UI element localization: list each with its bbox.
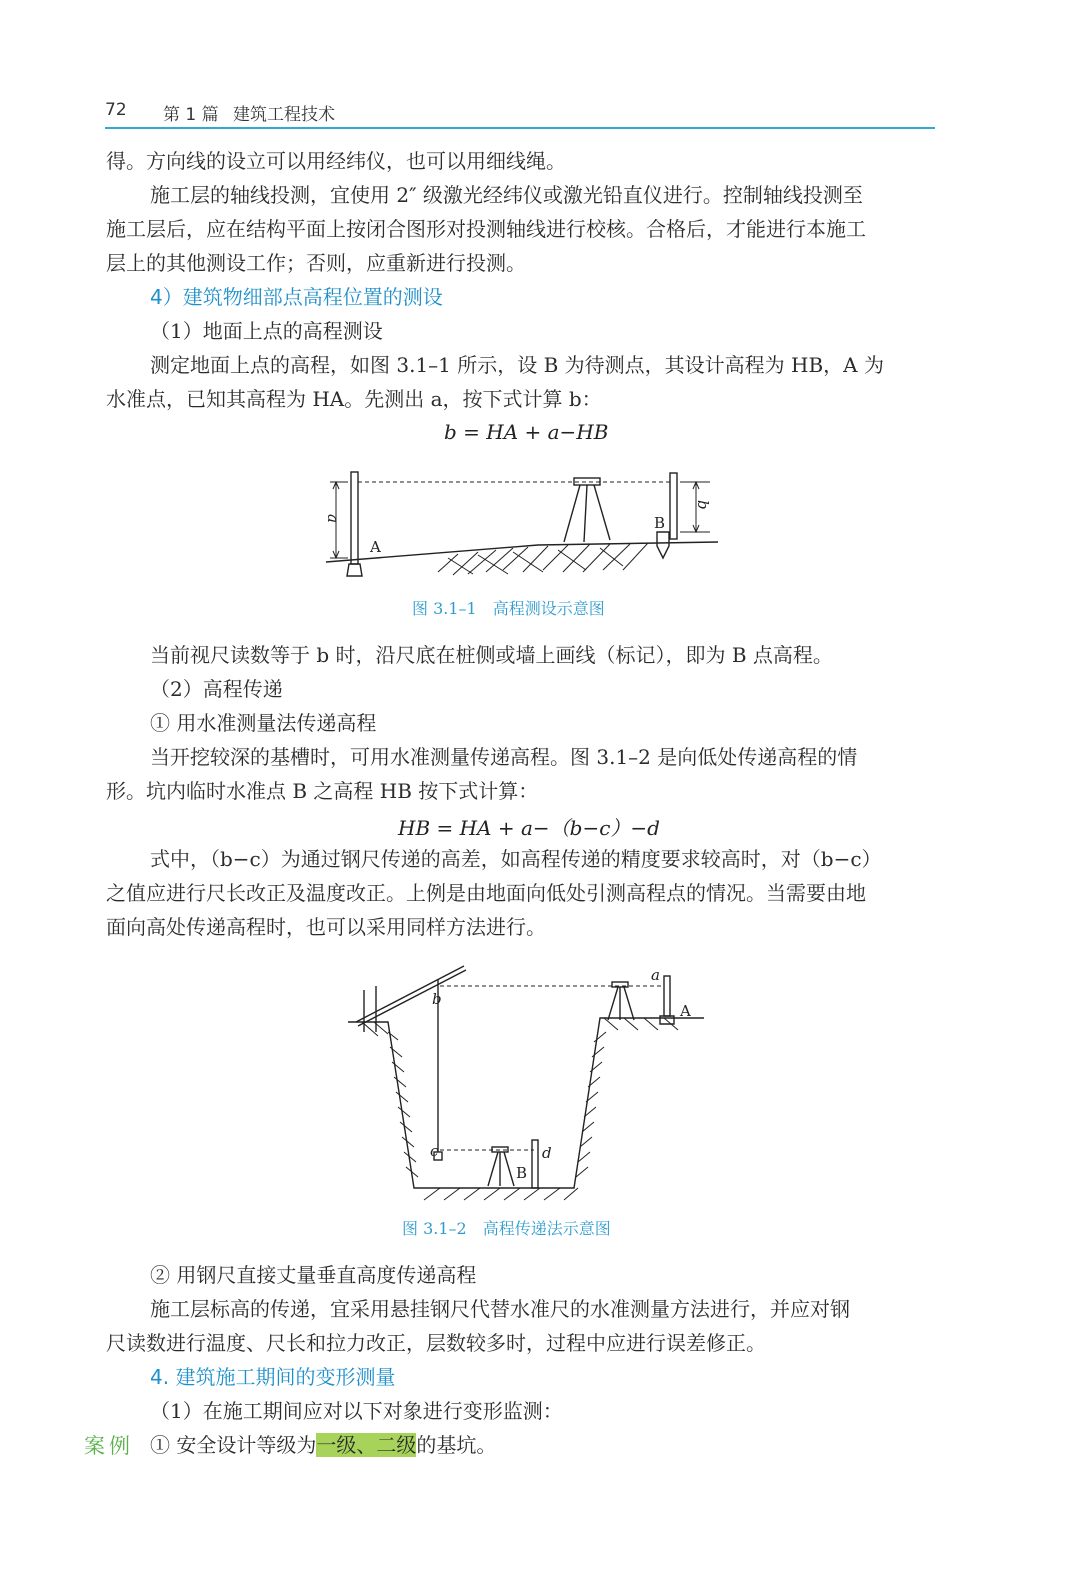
- formula: b = HA + a−HB: [444, 420, 609, 444]
- label-B: B: [654, 514, 666, 532]
- label-B: B: [516, 1164, 528, 1182]
- paragraph-line: 测定地面上点的高程，如图 3.1–1 所示，设 B 为待测点，其设计高程为 HB，A 为: [150, 353, 884, 377]
- case-tag: 案例: [84, 1434, 134, 1458]
- paragraph-line: 面向高处传递高程时，也可以采用同样方法进行。: [106, 915, 546, 939]
- figure-caption: 图 3.1–2 高程传递法示意图: [402, 1219, 611, 1238]
- label-A: A: [680, 1002, 691, 1020]
- figure-elevation-setting: [318, 462, 728, 584]
- label-A: A: [370, 538, 381, 556]
- paragraph-line: 式中，（b−c）为通过钢尺传递的高差，如高程传递的精度要求较高时，对（b−c）: [150, 847, 882, 871]
- label-c: c: [430, 1142, 439, 1160]
- label-a: a: [651, 966, 660, 984]
- figure-caption: 图 3.1–1 高程测设示意图: [412, 599, 605, 618]
- page-header: [105, 98, 935, 128]
- part-label: 第 1 篇: [163, 105, 219, 125]
- section-heading: 4）建筑物细部点高程位置的测设: [150, 285, 443, 309]
- part-title: 建筑工程技术: [233, 105, 335, 125]
- section-heading: 4. 建筑施工期间的变形测量: [150, 1365, 396, 1389]
- label-a: a: [324, 514, 342, 523]
- paragraph-line: 当开挖较深的基槽时，可用水准测量传递高程。图 3.1–2 是向低处传递高程的情: [150, 745, 858, 769]
- figure-elevation-transfer: [348, 962, 708, 1204]
- paragraph-line: 水准点，已知其高程为 HA。先测出 a，按下式计算 b：: [106, 387, 602, 411]
- label-d: d: [542, 1144, 552, 1162]
- item-text: ① 安全设计等级为: [150, 1433, 317, 1457]
- header-rule: [105, 127, 935, 129]
- item-heading: ② 用钢尺直接丈量垂直高度传递高程: [150, 1263, 477, 1287]
- item-text: 的基坑。: [416, 1433, 497, 1457]
- label-b: b: [432, 990, 442, 1008]
- subsection-heading: （2）高程传递: [150, 677, 283, 701]
- label-b: b: [694, 500, 712, 510]
- formula: HB = HA + a−（b−c）−d: [398, 816, 660, 840]
- paragraph-line: 形。坑内临时水准点 B 之高程 HB 按下式计算：: [106, 779, 539, 803]
- paragraph-line: 当前视尺读数等于 b 时，沿尺底在桩侧或墙上画线（标记），即为 B 点高程。: [150, 643, 833, 667]
- paragraph-line: 得。方向线的设立可以用经纬仪，也可以用细线绳。: [106, 149, 566, 173]
- paragraph-line: 之值应进行尺长改正及温度改正。上例是由地面向低处引测高程点的情况。当需要由地: [106, 881, 866, 905]
- paragraph-line: 施工层的轴线投测，宜使用 2″ 级激光经纬仪或激光铅直仪进行。控制轴线投测至: [150, 183, 863, 207]
- item-heading: ① 用水准测量法传递高程: [150, 711, 377, 735]
- paragraph-line: 施工层后，应在结构平面上按闭合图形对投测轴线进行校核。合格后，才能进行本施工: [106, 217, 866, 241]
- subsection-heading: （1）在施工期间应对以下对象进行变形监测：: [150, 1399, 563, 1423]
- highlighted-text: 一级、二级: [316, 1433, 417, 1457]
- paragraph-line: 施工层标高的传递，宜采用悬挂钢尺代替水准尺的水准测量方法进行，并应对钢: [150, 1297, 850, 1321]
- paragraph-line: 层上的其他测设工作；否则，应重新进行投测。: [106, 251, 526, 275]
- list-item: [150, 1432, 496, 1458]
- subsection-heading: （1）地面上点的高程测设: [150, 319, 383, 343]
- page-number: 72: [105, 100, 127, 120]
- paragraph-line: 尺读数进行温度、尺长和拉力改正，层数较多时，过程中应进行误差修正。: [106, 1331, 766, 1355]
